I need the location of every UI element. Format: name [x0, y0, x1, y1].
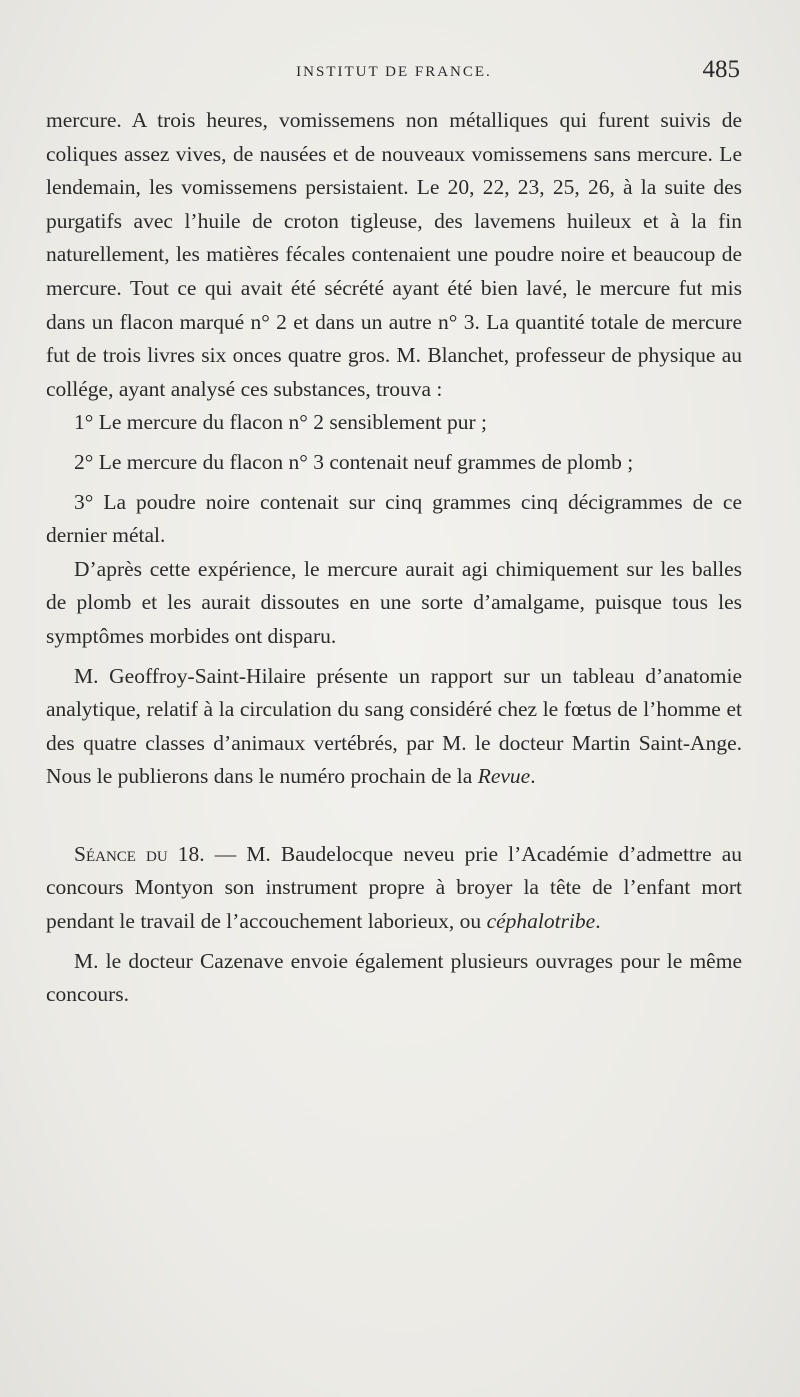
result-item-2: 2° Le mercure du flacon n° 3 contenait neuf grammes de plomb ;	[74, 449, 634, 474]
paragraph-continued: mercure. A trois heures, vomissemens non métalliques qui furent suivis de coliques assez vives, de nausées et de nouveaux vomissemens sans mercure. Le lendemain, les vomissemens persistaient. Le 20, 22, 23, 25, 26, à la suite des purgatifs avec l’huile de croton tigleuse, des lavemens huileux et à la fin naturellement, les matières fécales contenaient une poudre noire et beaucoup de mercure. Tout ce qui avait été sécrété ayant été bien lavé, le mercure fut mis dans un flacon marqué n° 2 et dans un autre n° 3. La quantité totale de mercure fut de trois livres six onces quatre gros. M. Blanchet, professeur de physique au collége, ayant analysé ces substances, trouva :	[46, 108, 742, 401]
seance-heading: Séance du 18.	[74, 841, 205, 866]
paragraph-geoffroy-text: M. Geoffroy-Saint-Hilaire présente un rapport sur un tableau d’anatomie analytique, relatif à la circulation du sang considéré chez le fœtus de l’homme et des quatre classes d’animaux vertébrés, par M. le docteur Martin Saint-Ange. Nous le publierons dans le numéro prochain de la	[46, 663, 742, 789]
paragraph-cazenave: M. le docteur Cazenave envoie également plusieurs ouvrages pour le même concours.	[46, 948, 742, 1007]
paragraph-seance	[46, 838, 742, 939]
paragraph-conclusion: D’après cette expérience, le mercure aurait agi chimiquement sur les balles de plomb et les aurait dissoutes en une sorte d’amalgame, puisque tous les symptômes morbides ont disparu.	[46, 556, 742, 648]
page-number: 485	[702, 56, 740, 83]
page-header	[48, 56, 740, 96]
instrument-name: céphalotribe	[486, 909, 596, 934]
page-body	[46, 104, 742, 1012]
paragraph-geoffroy	[46, 660, 742, 794]
paragraph-geoffroy-end: .	[530, 764, 536, 789]
result-item-3: 3° La poudre noire contenait sur cinq grammes cinq décigrammes de ce dernier métal.	[46, 489, 742, 548]
paragraph-seance-end: .	[595, 909, 601, 934]
result-item-1: 1° Le mercure du flacon n° 2 sensiblement pur ;	[74, 410, 488, 435]
journal-title: Revue	[477, 764, 531, 789]
paragraph-seance-text: — M. Baudelocque neveu prie l’Académie d’admettre au concours Montyon son instrument propre à broyer la tête de l’enfant mort pendant le travail de l’accouchement laborieux, ou	[46, 841, 742, 934]
running-title: INSTITUT DE FRANCE.	[296, 64, 492, 80]
